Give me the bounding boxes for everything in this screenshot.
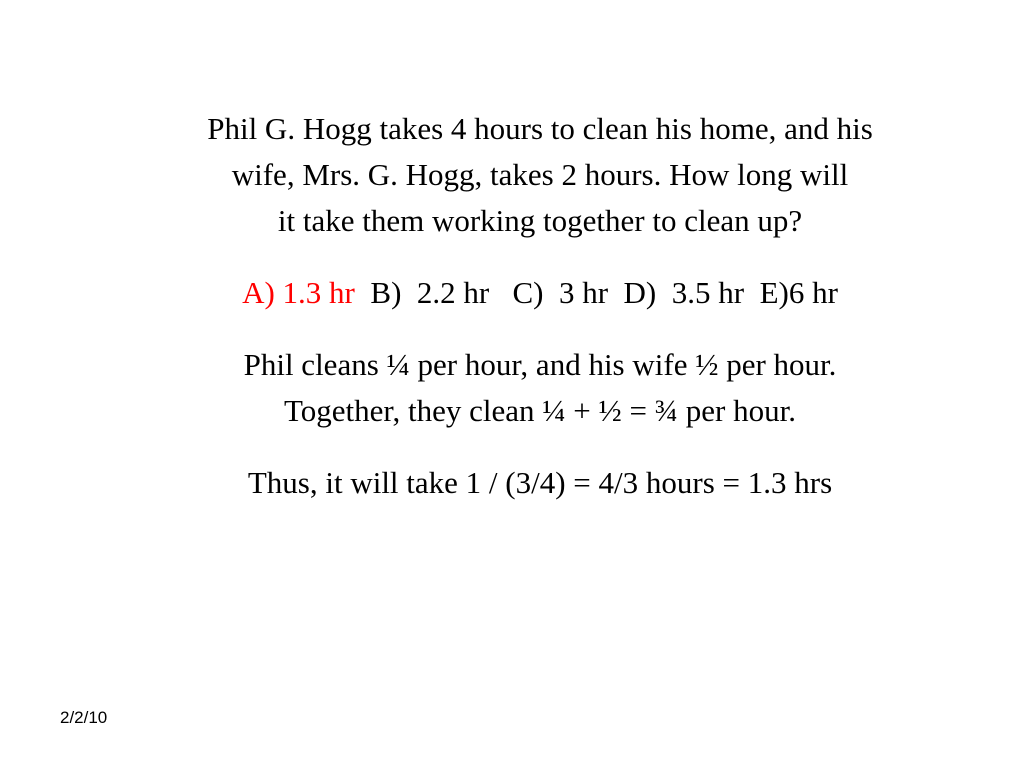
question-line-2: wife, Mrs. G. Hogg, takes 2 hours. How long will xyxy=(231,157,849,192)
question-line-1: Phil G. Hogg takes 4 hours to clean his home, and his xyxy=(207,111,873,146)
slide-date: 2/2/10 xyxy=(60,708,108,727)
explanation-line-1: Phil cleans ¼ per hour, and his wife ½ per hour. xyxy=(243,347,837,382)
other-choices: B) 2.2 hr C) 3 hr D) 3.5 hr E)6 hr xyxy=(354,275,838,310)
explanation-line-2: Together, they clean ¼ + ½ = ¾ per hour. xyxy=(284,393,796,428)
slide-content xyxy=(110,106,970,532)
conclusion-text: Thus, it will take 1 / (3/4) = 4/3 hours = 1.3 hrs xyxy=(247,465,833,500)
explanation-text xyxy=(110,342,970,434)
correct-choice: A) 1.3 hr xyxy=(242,275,355,310)
question-text xyxy=(110,106,970,244)
answer-choices xyxy=(110,270,970,316)
question-line-3: it take them working together to clean up? xyxy=(277,203,803,238)
